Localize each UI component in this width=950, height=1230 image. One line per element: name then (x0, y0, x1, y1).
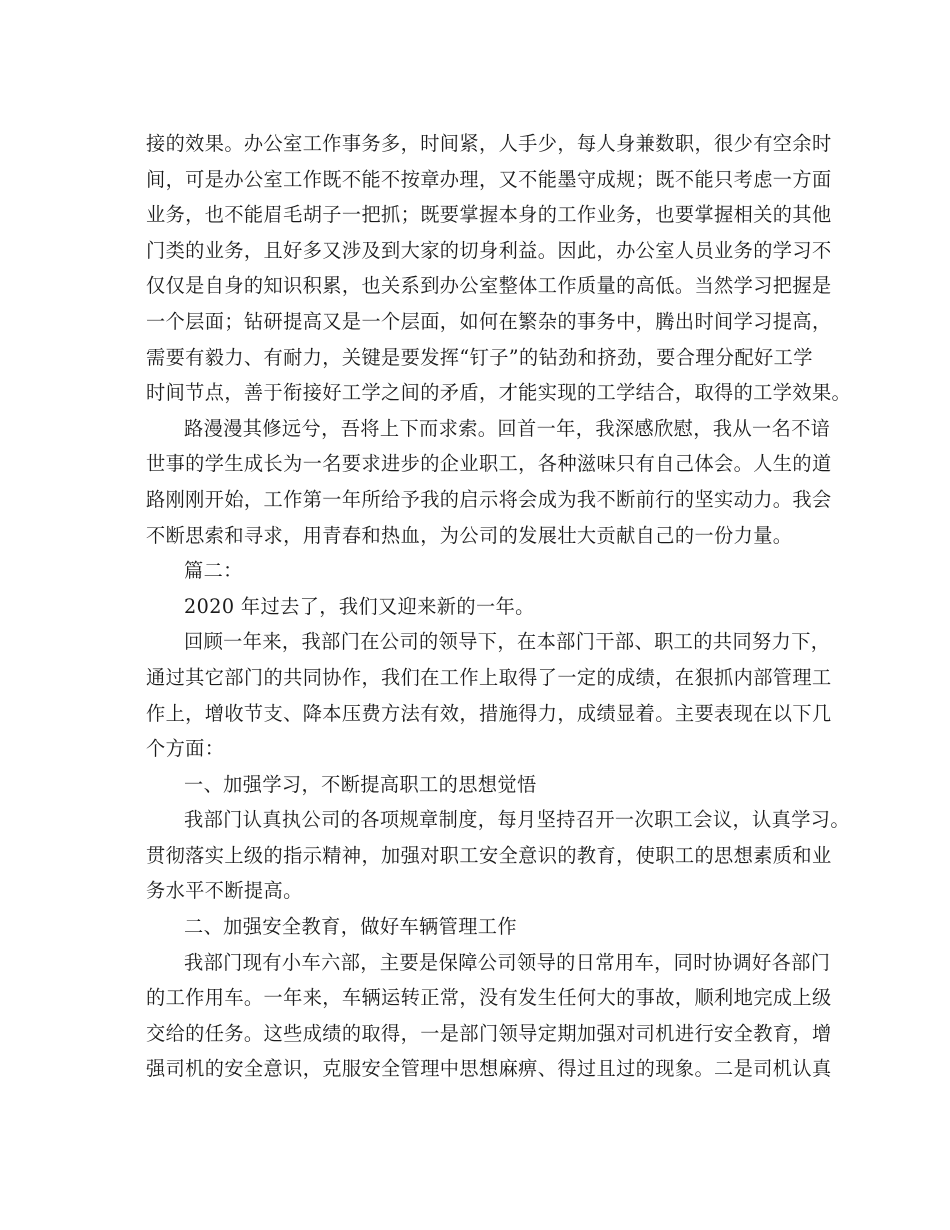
text-line: 接的效果。办公室工作事务多，时间紧，人手少，每人身兼数职，很少有空余时 (146, 132, 832, 155)
text-line: 务水平不断提高。 (146, 879, 303, 903)
text-line: 2020 年过去了，我们又迎来新的一年。 (184, 594, 535, 618)
text-line: 路漫漫其修远兮，吾将上下而求索。回首一年，我深感欣慰，我从一名不谙 (184, 416, 831, 440)
text-line: 个方面： (146, 737, 225, 761)
text-line: 世事的学生成长为一名要求进步的企业职工，各种滋味只有自己体会。人生的道 (146, 452, 832, 476)
document-body (146, 126, 852, 1087)
text-line: 我部门现有小车六部，主要是保障公司领导的日常用车，同时协调好各部门 (184, 950, 831, 974)
text-line: 业务，也不能眉毛胡子一把抓；既要掌握本身的工作业务，也要掌握相关的其他 (146, 203, 832, 227)
text-line: 需要有毅力、有耐力，关键是要发挥“钉子”的钻劲和挤劲，要合理分配好工学 (146, 345, 813, 369)
text-line: 我部门认真执公司的各项规章制度，每月坚持召开一次职工会议，认真学习。 (184, 808, 850, 832)
text-line: 交给的任务。这些成绩的取得，一是部门领导定期加强对司机进行安全教育，增 (146, 1021, 832, 1045)
text-line: 篇二： (184, 559, 243, 583)
text-line: 回顾一年来，我部门在公司的领导下，在本部门干部、职工的共同努力下， (184, 630, 831, 654)
text-line: 仅仅是自身的知识积累，也关系到办公室整体工作质量的高低。当然学习把握是 (146, 274, 832, 298)
paragraph-2 (146, 411, 832, 553)
text-line: 的工作用车。一年来，车辆运转正常，没有发生任何大的事故，顺利地完成上级 (146, 986, 832, 1010)
section-heading-part-two (146, 553, 806, 589)
paragraph-review (146, 624, 832, 766)
text-line: 贯彻落实上级的指示精神，加强对职工安全意识的教育，使职工的思想素质和业 (146, 843, 832, 867)
text-line: 间，可是办公室工作既不能不按章办理，又不能墨守成规；既不能只考虑一方面 (146, 167, 832, 191)
paragraph-year-intro (146, 589, 806, 625)
text-line: 时间节点，善于衔接好工学之间的矛盾，才能实现的工学结合，取得的工学效果。 (146, 381, 852, 405)
text-line: 一个层面；钻研提高又是一个层面，如何在繁杂的事务中，腾出时间学习提高， (146, 309, 832, 333)
text-line: 作上，增收节支、降本压费方法有效，措施得力，成绩显着。主要表现在以下几 (146, 701, 832, 725)
text-line: 路刚刚开始，工作第一年所给予我的启示将会成为我不断前行的坚实动力。我会 (146, 487, 832, 511)
paragraph-study (146, 802, 850, 909)
section-heading-two (146, 909, 806, 945)
text-line: 门类的业务，且好多又涉及到大家的切身利益。因此，办公室人员业务的学习不 (146, 238, 832, 262)
section-heading-one (146, 767, 806, 803)
text-line: 强司机的安全意识，克服安全管理中思想麻痹、得过且过的现象。二是司机认真 (146, 1057, 832, 1081)
text-line: 一、加强学习，不断提高职工的思想觉悟 (184, 772, 537, 796)
text-line: 不断思索和寻求，用青春和热血，为公司的发展壮大贡献自己的一份力量。 (146, 523, 793, 547)
text-line: 二、加强安全教育，做好车辆管理工作 (184, 915, 517, 939)
paragraph-1 (146, 126, 852, 411)
text-line: 通过其它部门的共同协作，我们在工作上取得了一定的成绩，在狠抓内部管理工 (146, 665, 832, 689)
paragraph-vehicles (146, 945, 832, 1087)
